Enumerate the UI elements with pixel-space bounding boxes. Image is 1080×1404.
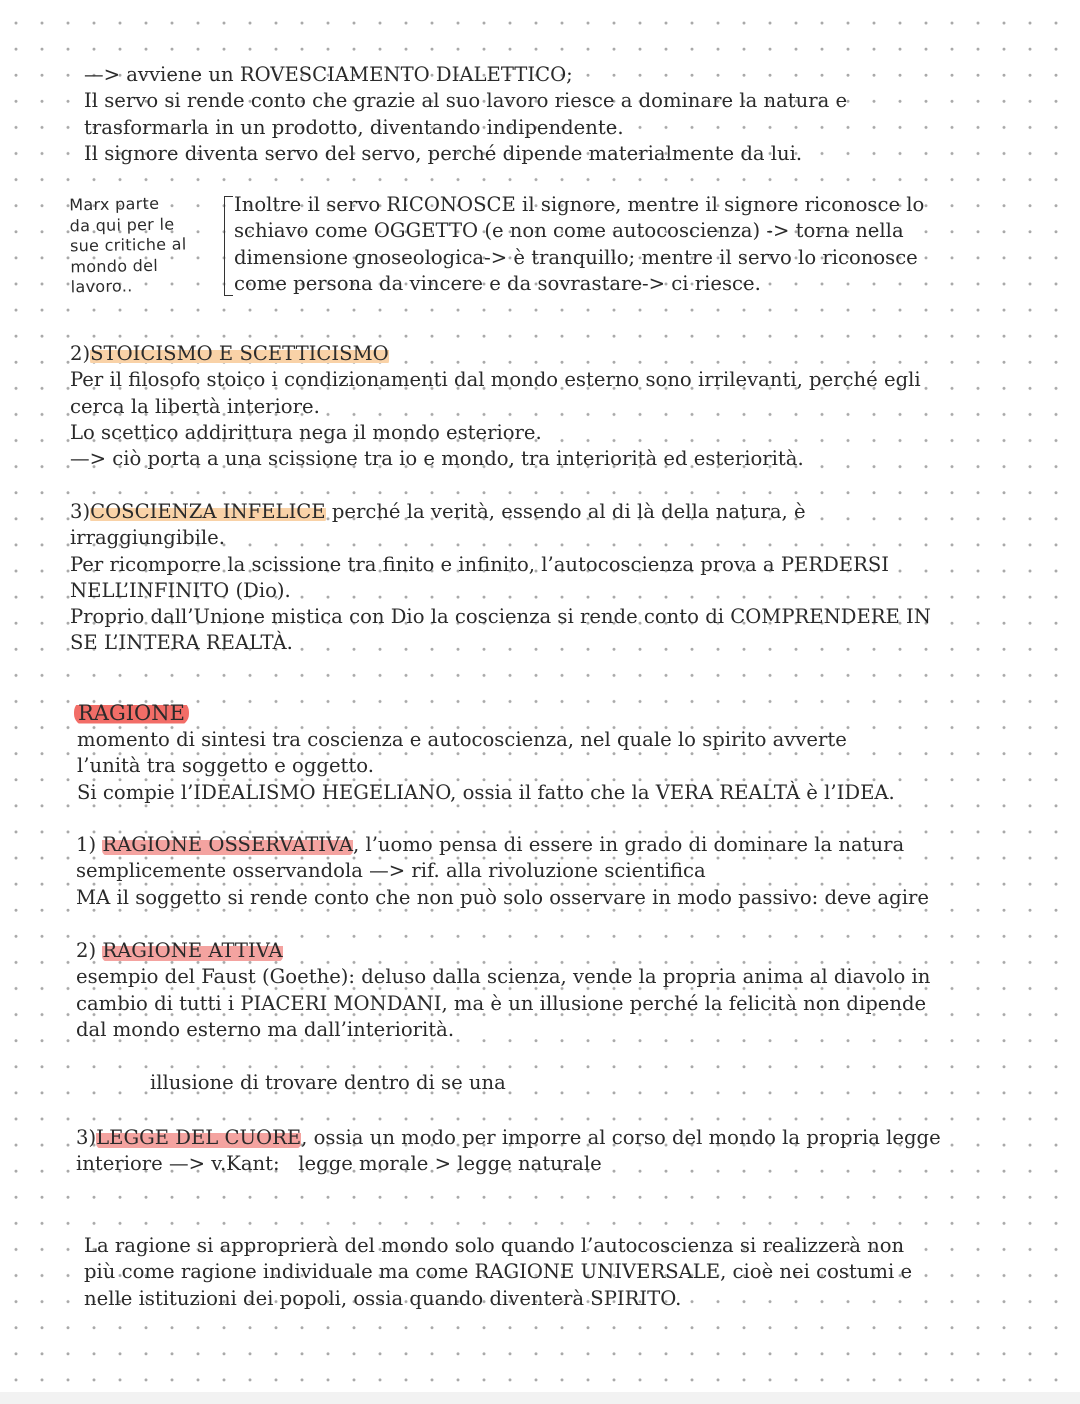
section-number: 2)	[70, 342, 91, 365]
section-line: —> ciò porta a una scissione tra io e mondo, tra interiorità ed esteriorità.	[70, 447, 804, 471]
margin-note-line: mondo del	[70, 255, 159, 276]
section-heading	[70, 341, 921, 367]
section-line: Lo scettico addirittura nega il mondo esteriore.	[70, 420, 542, 444]
section-line: MA il soggetto si rende conto che non può solo osservare in modo passivo: deve agire	[76, 885, 929, 909]
recognition-line: come persona da vincere e da sovrastare-> ci riesce.	[234, 271, 761, 295]
section-line: esempio del Faust (Goethe): deluso dalla scienza, vende la propria anima al diavolo in	[76, 965, 931, 989]
intro-line: —> avviene un ROVESCIAMENTO DIALETTICO;	[84, 63, 573, 86]
section-title-rest: , ossia un modo per imporre al corso del mondo la propria legge	[301, 1126, 941, 1149]
section-title-rest: perché la verità, essendo al di là della natura, è	[325, 500, 806, 523]
section-line: Proprio dall’Unione mistica con Dio la coscienza si rende conto di COMPRENDERE IN	[70, 605, 931, 629]
section-ragione-osservativa	[76, 832, 929, 911]
section-title-highlight: RAGIONE OSSERVATIVA	[102, 833, 353, 856]
section-number: 2)	[76, 939, 103, 962]
conclusion-line: più come ragione individuale ma come RAGIONE UNIVERSALE, cioè nei costumi e	[84, 1260, 913, 1284]
section-ragione-attiva	[76, 938, 930, 1043]
conclusion-line: La ragione si approprierà del mondo solo quando l’autocoscienza si realizzerà non	[84, 1234, 905, 1257]
recognition-paragraph	[234, 192, 924, 297]
section-heading	[70, 499, 931, 525]
ragione-line: Si compie l’IDEALISMO HEGELIANO, ossia il fatto che la VERA REALTÀ è l’IDEA.	[77, 780, 895, 804]
section-heading	[76, 832, 929, 858]
section-line: NELL’INFINITO (Dio).	[70, 578, 291, 602]
section-title-highlight: STOICISMO E SCETTICISMO	[90, 342, 389, 365]
margin-note-marx	[69, 193, 231, 298]
section-number: 3)	[70, 500, 91, 523]
section-coscienza-infelice	[70, 499, 931, 657]
section-line: irraggiungibile.	[70, 526, 225, 550]
section-title-highlight: COSCIENZA INFELICE	[90, 500, 326, 523]
section-title-rest: , l’uomo pensa di essere in grado di dominare la natura	[352, 833, 905, 856]
page-bottom-edge	[0, 1392, 1080, 1404]
ragione-paragraph	[77, 727, 895, 806]
margin-note-line: da qui per le	[69, 214, 175, 235]
margin-note-line: lavoro..	[70, 276, 133, 297]
margin-note-line: Marx parte	[69, 193, 160, 215]
section-line: Per ricomporre la scissione tra finito e infinito, l’autocoscienza prova a PERDERSI	[70, 552, 889, 576]
bracket-divider	[224, 196, 233, 296]
section-stoicismo	[70, 341, 921, 472]
recognition-line: Inoltre il servo RICONOSCE il signore, mentre il signore riconosce lo	[234, 193, 925, 216]
illusione-text: illusione di trovare dentro di se una	[150, 1071, 506, 1094]
intro-line: Il servo si rende conto che grazie al suo lavoro riesce a dominare la natura e	[84, 89, 848, 113]
conclusion-paragraph	[84, 1233, 912, 1312]
recognition-line: schiavo come OGGETTO (e non come autocoscienza) -> torna nella	[234, 219, 904, 243]
section-line: interiore —> v.Kant: legge morale > legge naturale	[76, 1152, 602, 1176]
section-heading	[76, 1125, 941, 1151]
section-line: cerca la libertà interiore.	[70, 394, 320, 418]
conclusion-line: nelle istituzioni dei popoli, ossia quando diventerà SPIRITO.	[84, 1286, 682, 1310]
section-legge-del-cuore	[76, 1125, 941, 1178]
ragione-line: momento di sintesi tra coscienza e autocoscienza, nel quale lo spirito avverte	[77, 728, 847, 751]
ragione-heading: RAGIONE	[74, 700, 189, 726]
section-line: cambio di tutti i PIACERI MONDANI, ma è un illusione perché la felicità non dipende	[76, 991, 927, 1015]
illusione-line	[150, 1070, 506, 1096]
section-heading	[76, 938, 930, 964]
section-title-highlight: RAGIONE ATTIVA	[102, 939, 283, 962]
section-number: 1)	[76, 833, 103, 856]
ragione-line: l’unità tra soggetto e oggetto.	[77, 754, 374, 778]
section-line: dal mondo esterno ma dall’interiorità.	[76, 1017, 455, 1041]
section-line: SE L’INTERA REALTÀ.	[70, 631, 293, 655]
section-title-highlight: LEGGE DEL CUORE	[96, 1126, 302, 1149]
margin-note-line: sue critiche al	[69, 234, 187, 256]
section-line: semplicemente osservandola —> rif. alla rivoluzione scientifica	[76, 859, 706, 883]
intro-line: Il signore diventa servo del servo, perché dipende materialmente da lui.	[84, 141, 803, 165]
section-number: 3)	[76, 1126, 97, 1149]
intro-paragraph	[84, 62, 847, 167]
recognition-line: dimensione gnoseologica-> è tranquillo; mentre il servo lo riconosce	[234, 245, 918, 269]
section-line: Per il filosofo stoico i condizionamenti dal mondo esterno sono irrilevanti, perché egli	[70, 368, 921, 392]
intro-line: trasformarla in un prodotto, diventando indipendente.	[84, 115, 624, 139]
